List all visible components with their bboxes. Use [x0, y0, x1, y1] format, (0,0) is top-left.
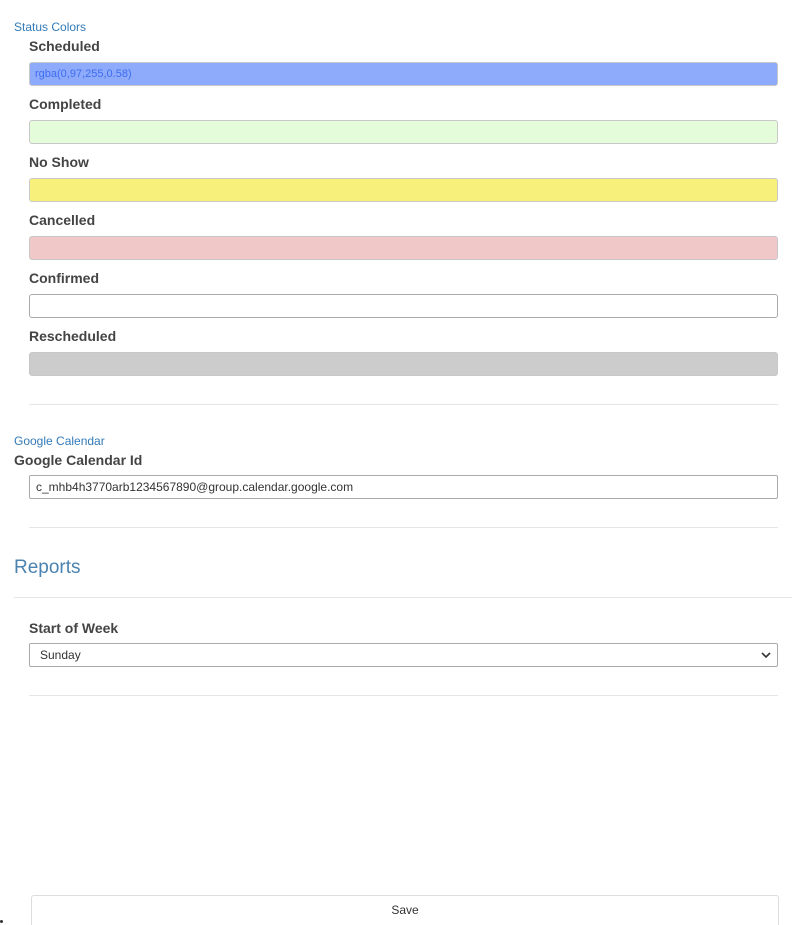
completed-color-field[interactable] — [29, 120, 778, 144]
divider — [29, 695, 778, 696]
confirmed-color-field[interactable] — [29, 294, 778, 318]
google-calendar-id-label: Google Calendar Id — [14, 452, 143, 468]
start-of-week-label: Start of Week — [29, 620, 119, 636]
divider — [29, 404, 778, 405]
scheduled-label: Scheduled — [29, 38, 100, 54]
cancelled-color-field[interactable] — [29, 236, 778, 260]
status-colors-link[interactable]: Status Colors — [14, 20, 87, 34]
completed-label: Completed — [29, 96, 102, 112]
google-calendar-link[interactable]: Google Calendar — [14, 434, 105, 448]
divider — [14, 597, 792, 598]
start-of-week-select[interactable] — [29, 643, 778, 667]
corner-mark — [0, 920, 3, 923]
chevron-down-icon — [761, 651, 771, 659]
start-of-week-value: Sunday — [40, 648, 81, 662]
confirmed-label: Confirmed — [29, 270, 99, 286]
cancelled-label: Cancelled — [29, 212, 96, 228]
scheduled-color-field[interactable]: rgba(0,97,255,0.58) — [29, 62, 778, 86]
rescheduled-label: Rescheduled — [29, 328, 117, 344]
rescheduled-color-field[interactable] — [29, 352, 778, 376]
save-button[interactable]: Save — [31, 895, 779, 925]
divider — [29, 527, 778, 528]
google-calendar-id-input[interactable]: c_mhb4h3770arb1234567890@group.calendar.google.com — [29, 475, 778, 499]
no-show-color-field[interactable] — [29, 178, 778, 202]
no-show-label: No Show — [29, 154, 89, 170]
reports-heading: Reports — [14, 557, 81, 578]
